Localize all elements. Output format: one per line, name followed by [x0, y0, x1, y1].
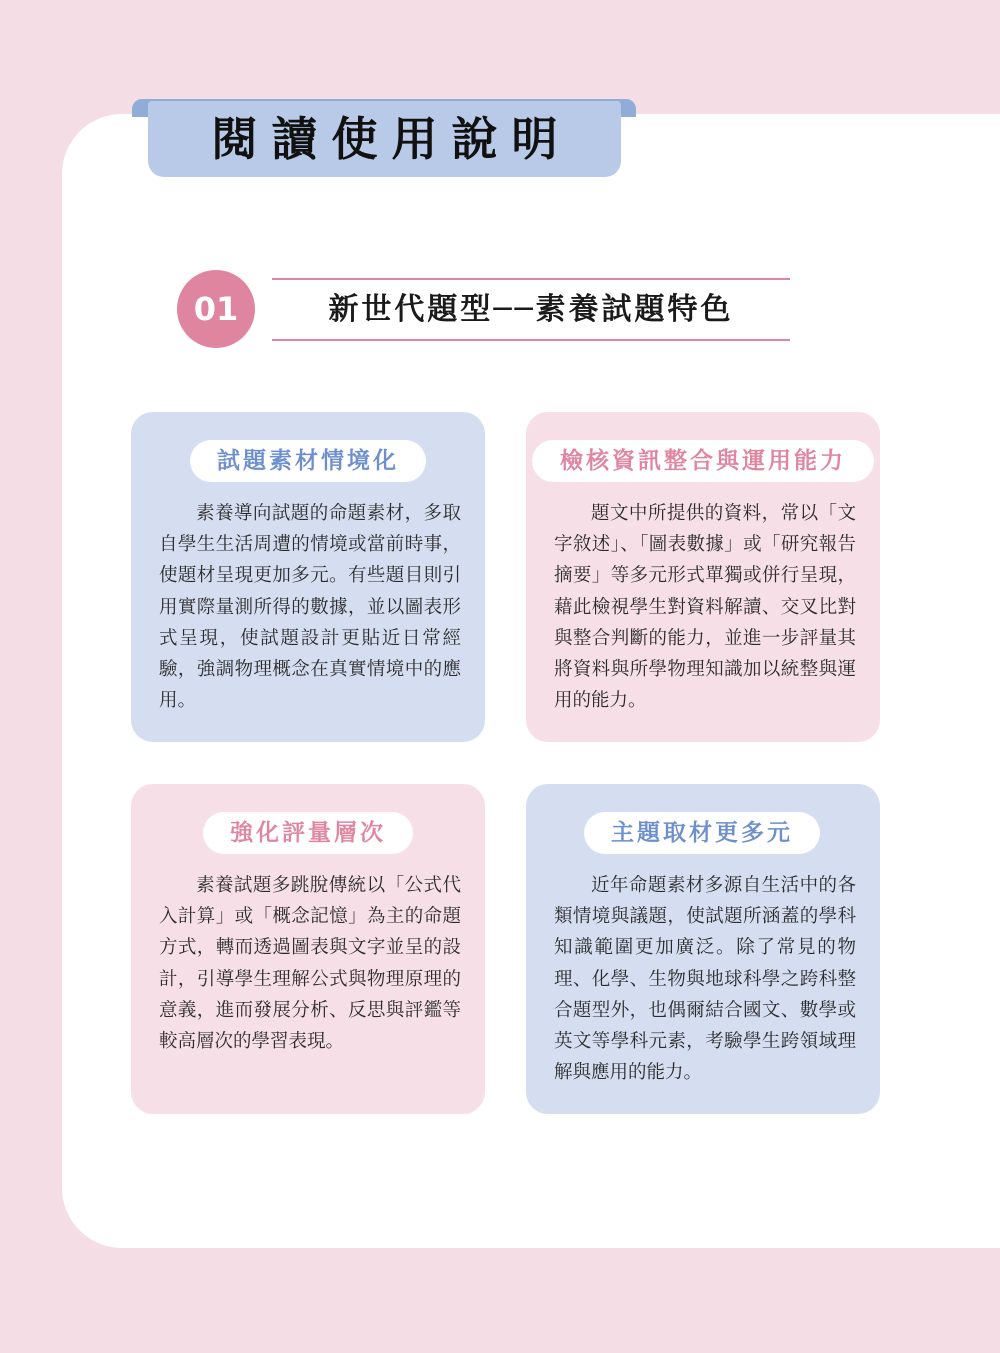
title-tab-front [148, 101, 621, 177]
card-body-text: 題文中所提供的資料，常以「文字敘述」、「圖表數據」或「研究報告摘要」等多元形式單獨或併行呈現，藉此檢視學生對資料解讀、交叉比對與整合判斷的能力，並進一步評量其將資料與所學物理知識加以統整與運用的能力。 [554, 503, 856, 712]
card-body-text: 素養導向試題的命題素材，多取自學生生活周遭的情境或當前時事，使題材呈現更加多元。有些題目則引用實際量測所得的數據，並以圖表形式呈現，使試題設計更貼近日常經驗，強調物理概念在真實情境中的應用。 [159, 503, 461, 712]
card-heading: 試題素材情境化 [190, 440, 426, 482]
card-body-text: 近年命題素材多源自生活中的各類情境與議題，使試題所涵蓋的學科知識範圍更加廣泛。除了常見的物理、化學、生物與地球科學之跨科整合題型外，也偶爾結合國文、數學或英文等學科元素，考驗學生跨領域理解與應用的能力。 [554, 875, 856, 1084]
section-number-badge: 01 [177, 270, 255, 348]
card-situational-material [131, 412, 485, 742]
card-information-integration [526, 412, 880, 742]
card-body-text: 素養試題多跳脫傳統以「公式代入計算」或「概念記憶」為主的命題方式，轉而透過圖表與文字並呈的設計，引導學生理解公式與物理原理的意義，進而發展分析、反思與評鑑等較高層次的學習表現。 [159, 875, 461, 1053]
card-heading: 主題取材更多元 [584, 812, 820, 854]
section-top-rule [272, 278, 790, 280]
section-title: 新世代題型──素養試題特色 [328, 292, 734, 327]
card-heading: 強化評量層次 [203, 812, 413, 854]
card-diverse-topics [526, 784, 880, 1114]
page-title: 閱讀使用說明 [211, 112, 572, 166]
title-tab [132, 99, 636, 177]
card-heading: 檢核資訊整合與運用能力 [532, 440, 874, 482]
card-assessment-levels [131, 784, 485, 1114]
section-bottom-rule [272, 339, 790, 341]
